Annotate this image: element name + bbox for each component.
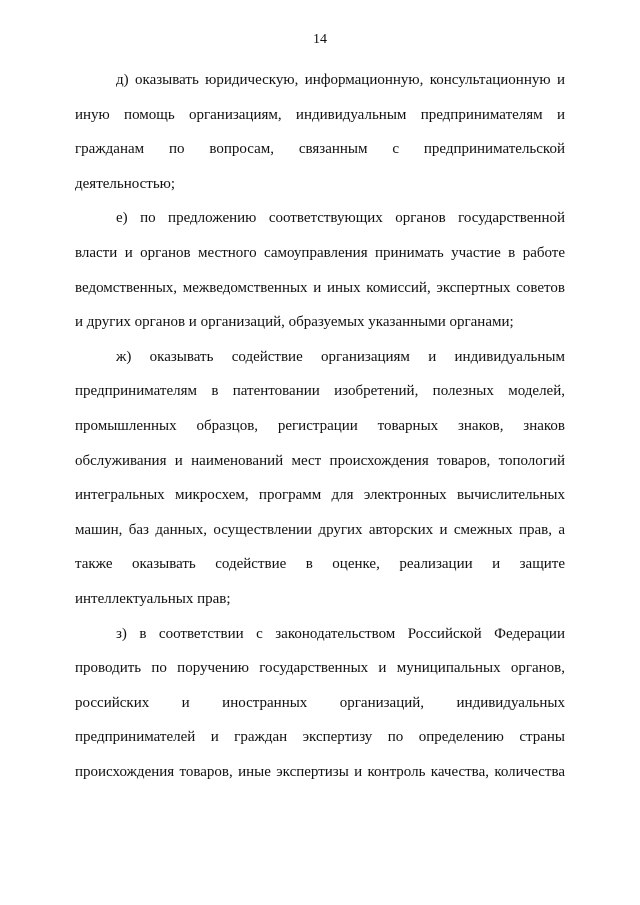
- text-line: интеллектуальных прав;: [75, 590, 231, 607]
- text-line: з) в соответствии с законодательством Российской Федерации: [116, 625, 565, 642]
- text-line: д) оказывать юридическую, информационную, консультационную и: [116, 72, 565, 88]
- text-line: е) по предложению соответствующих органов государственной: [116, 210, 565, 227]
- text-line: деятельностью;: [75, 175, 176, 192]
- text-line: власти и органов местного самоуправления принимать участие в работе: [75, 244, 565, 261]
- page-number: 14: [313, 32, 327, 47]
- text-line: происхождения товаров, иные экспертизы и контроль качества, количества: [75, 763, 565, 780]
- text-line: предпринимателей и граждан экспертизу по определению страны: [75, 729, 565, 746]
- paragraph-z: [75, 624, 565, 797]
- text-line: интегральных микросхем, программ для электронных вычислительных: [75, 487, 565, 504]
- text-line: российских и иностранных организаций, индивидуальных: [75, 694, 565, 711]
- document-body: [75, 70, 565, 796]
- paragraph-e: [75, 208, 565, 346]
- text-line: иную помощь организациям, индивидуальным предпринимателям и: [75, 106, 565, 123]
- text-line: машин, баз данных, осуществлении других авторских и смежных прав, а: [75, 521, 565, 538]
- text-line: предпринимателям в патентовании изобретений, полезных моделей,: [75, 383, 565, 400]
- text-line: и других органов и организаций, образуемых указанными органами;: [75, 314, 514, 331]
- paragraph-d: [75, 70, 565, 208]
- text-line: гражданам по вопросам, связанным с предпринимательской: [75, 141, 565, 158]
- text-line: промышленных образцов, регистрации товарных знаков, знаков: [75, 417, 565, 434]
- text-line: также оказывать содействие в оценке, реализации и защите: [75, 556, 565, 573]
- text-line: проводить по поручению государственных и муниципальных органов,: [75, 660, 565, 677]
- text-line: ж) оказывать содействие организациям и индивидуальным: [116, 348, 565, 365]
- text-line: ведомственных, межведомственных и иных комиссий, экспертных советов: [75, 279, 565, 296]
- text-line: обслуживания и наименований мест происхождения товаров, топологий: [75, 452, 565, 469]
- paragraph-zh: [75, 347, 565, 624]
